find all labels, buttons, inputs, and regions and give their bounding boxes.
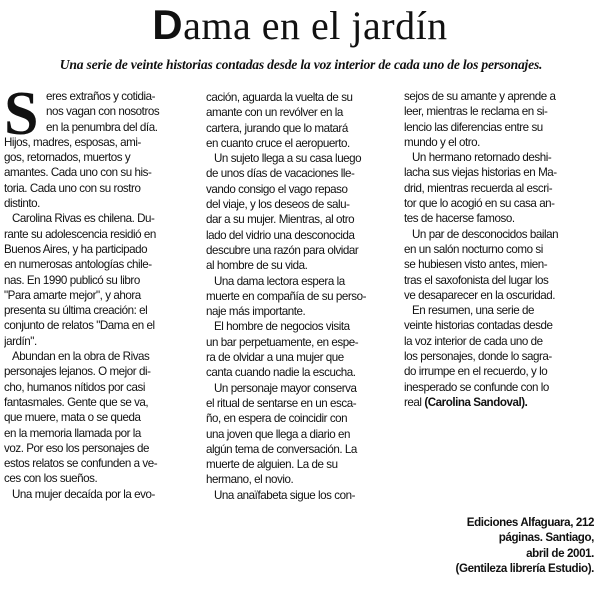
credit-line: (Gentileza librería Estudio). [455, 561, 594, 575]
column-1-first-lines [4, 89, 197, 135]
text-line: tes de hacerse famoso. [404, 212, 515, 226]
text-line: se hubiesen visto antes, mien- [404, 258, 548, 272]
text-line: Una dama lectora espera la [214, 274, 345, 288]
text-line: Abundan en la obra de Rivas [12, 350, 150, 364]
text-line: jardín". [4, 334, 37, 348]
text-line: amante con un revólver en la [206, 106, 343, 120]
text-line: amantes. Cada uno con su his- [4, 166, 152, 180]
text-line: voz. Por eso los personajes de [4, 441, 150, 455]
text-line: descubre una razón para olvidar [206, 243, 359, 257]
text-line: en cuanto cruce el aeropuerto. [206, 136, 350, 150]
text-line: gos, retornados, muertos y [4, 151, 131, 165]
drop-cap: S [4, 80, 39, 148]
credit-line: abril de 2001. [526, 546, 594, 560]
text-line: en numerosas antologías chile- [4, 258, 152, 272]
column-2 [206, 90, 396, 503]
text-line-last [404, 395, 596, 410]
text-line: distinto. [4, 197, 40, 211]
text-line: del viaje, y los deseos de salu- [206, 198, 350, 212]
credit-line: Ediciones Alfaguara, 212 [466, 516, 594, 529]
text-line: los personajes, donde lo sagra- [404, 350, 552, 364]
text-line: Un personaje mayor conserva [214, 381, 357, 395]
credit-line: páginas. Santiago, [498, 531, 594, 545]
text-line: Buenos Aires, y ha participado [4, 242, 148, 256]
last-line-plain: real [404, 395, 425, 409]
text-line: inesperado se confunde con lo [404, 380, 549, 394]
article-subtitle: Una serie de veinte historias contadas desde la voz interior de cada uno de los personajes. [59, 57, 543, 72]
text-line: muerte de alguien. La de su [206, 458, 338, 472]
text-line: vando consigo el vago repaso [206, 182, 348, 196]
text-line: sejos de su amante y aprende a [404, 90, 556, 103]
text-line: mundo y el otro. [404, 135, 480, 149]
text-line: canta cuando nadie la escucha. [206, 366, 356, 380]
text-line: veinte historias contadas desde [404, 319, 553, 333]
text-line: fantasmales. Gente que se va, [4, 395, 149, 409]
text-line: personajes lejanos. O mejor di- [4, 365, 151, 379]
text-line: la voz interior de cada uno de [404, 334, 543, 348]
text-line: ño, en espera de coincidir con [206, 412, 348, 426]
text-line: lacha sus viejas historias en Ma- [404, 166, 557, 180]
text-line: ve desaparecer en la oscuridad. [404, 288, 556, 302]
title-first-letter: D [152, 1, 184, 48]
text-line: leer, mientras le reclama en si- [404, 105, 548, 119]
text-line: cartera, jurando que lo matará [206, 121, 348, 135]
text-line: eres extraños y cotidia- [46, 90, 156, 103]
text-line: tras el saxofonista del lugar los [404, 273, 549, 287]
text-line: naje más importante. [206, 305, 306, 319]
text-line: en la penumbra del día. [46, 120, 158, 134]
text-line: algún tema de conversación. La [206, 442, 357, 456]
text-line: En resumen, una serie de [412, 304, 534, 318]
text-line: en un salón nocturno como si [404, 242, 543, 256]
text-line: conjunto de relatos "Dama en el [4, 319, 155, 333]
author-credit: (Carolina Sandoval). [424, 395, 528, 409]
text-line: toria. Cada uno con su rostro [4, 181, 141, 195]
text-line: Carolina Rivas es chilena. Du- [12, 212, 155, 226]
publication-credits [404, 515, 594, 576]
text-line: cho, humanos nítidos por casi [4, 380, 145, 394]
text-line: que muere, mata o se queda [4, 411, 141, 425]
text-line: Una anaïfabeta sigue los con- [214, 488, 355, 502]
text-line: drid, mientras recuerda al escri- [404, 181, 553, 195]
text-line: hermano, el novio. [206, 473, 294, 487]
column-1 [4, 80, 197, 502]
text-line: cación, aguarda la vuelta de su [206, 91, 353, 104]
text-line: Una mujer decaída por la evo- [12, 487, 155, 501]
text-line: presenta su última creación: el [4, 304, 148, 318]
text-line: El hombre de negocios visita [214, 320, 350, 334]
text-line: lencio las diferencias entre su [404, 120, 543, 134]
text-line: estos relatos se confunden a ve- [4, 457, 158, 471]
text-line: rante su adolescencia residió en [4, 227, 156, 241]
text-line: tor que lo acogió en su casa an- [404, 197, 555, 211]
text-line: una joven que llega a diario en [206, 427, 350, 441]
text-line: nas. En 1990 publicó su libro [4, 273, 140, 287]
text-line: Un par de desconocidos bailan [412, 227, 559, 241]
text-line: nos vagan con nosotros [46, 105, 160, 119]
text-line: lado del vidrio una desconocida [206, 228, 355, 242]
text-line: de unos días de vacaciones lle- [206, 167, 355, 181]
text-line: dar a su mujer. Mientras, al otro [206, 213, 355, 227]
text-line: al hombre de su vida. [206, 259, 308, 273]
text-line: ces con los sueños. [4, 472, 98, 486]
text-line: el ritual de sentarse en un esca- [206, 396, 357, 410]
text-line: do irrumpe en el recuerdo, y lo [404, 365, 548, 379]
text-line: Un sujeto llega a su casa luego [214, 152, 362, 166]
text-line: Hijos, madres, esposas, ami- [4, 135, 141, 149]
text-line: un bar perpetuamente, en espe- [206, 335, 359, 349]
text-line: muerte en compañía de su perso- [206, 289, 367, 303]
text-line: Un hermano retornado deshi- [412, 151, 552, 165]
text-line: "Para amarte mejor", y ahora [4, 288, 141, 302]
column-3 [404, 89, 596, 410]
text-line: en la memoria llamada por la [4, 426, 141, 440]
text-line: ra de olvidar a una mujer que [206, 351, 344, 365]
title-rest: ama en el jardín [183, 3, 448, 48]
article-title [0, 2, 600, 49]
